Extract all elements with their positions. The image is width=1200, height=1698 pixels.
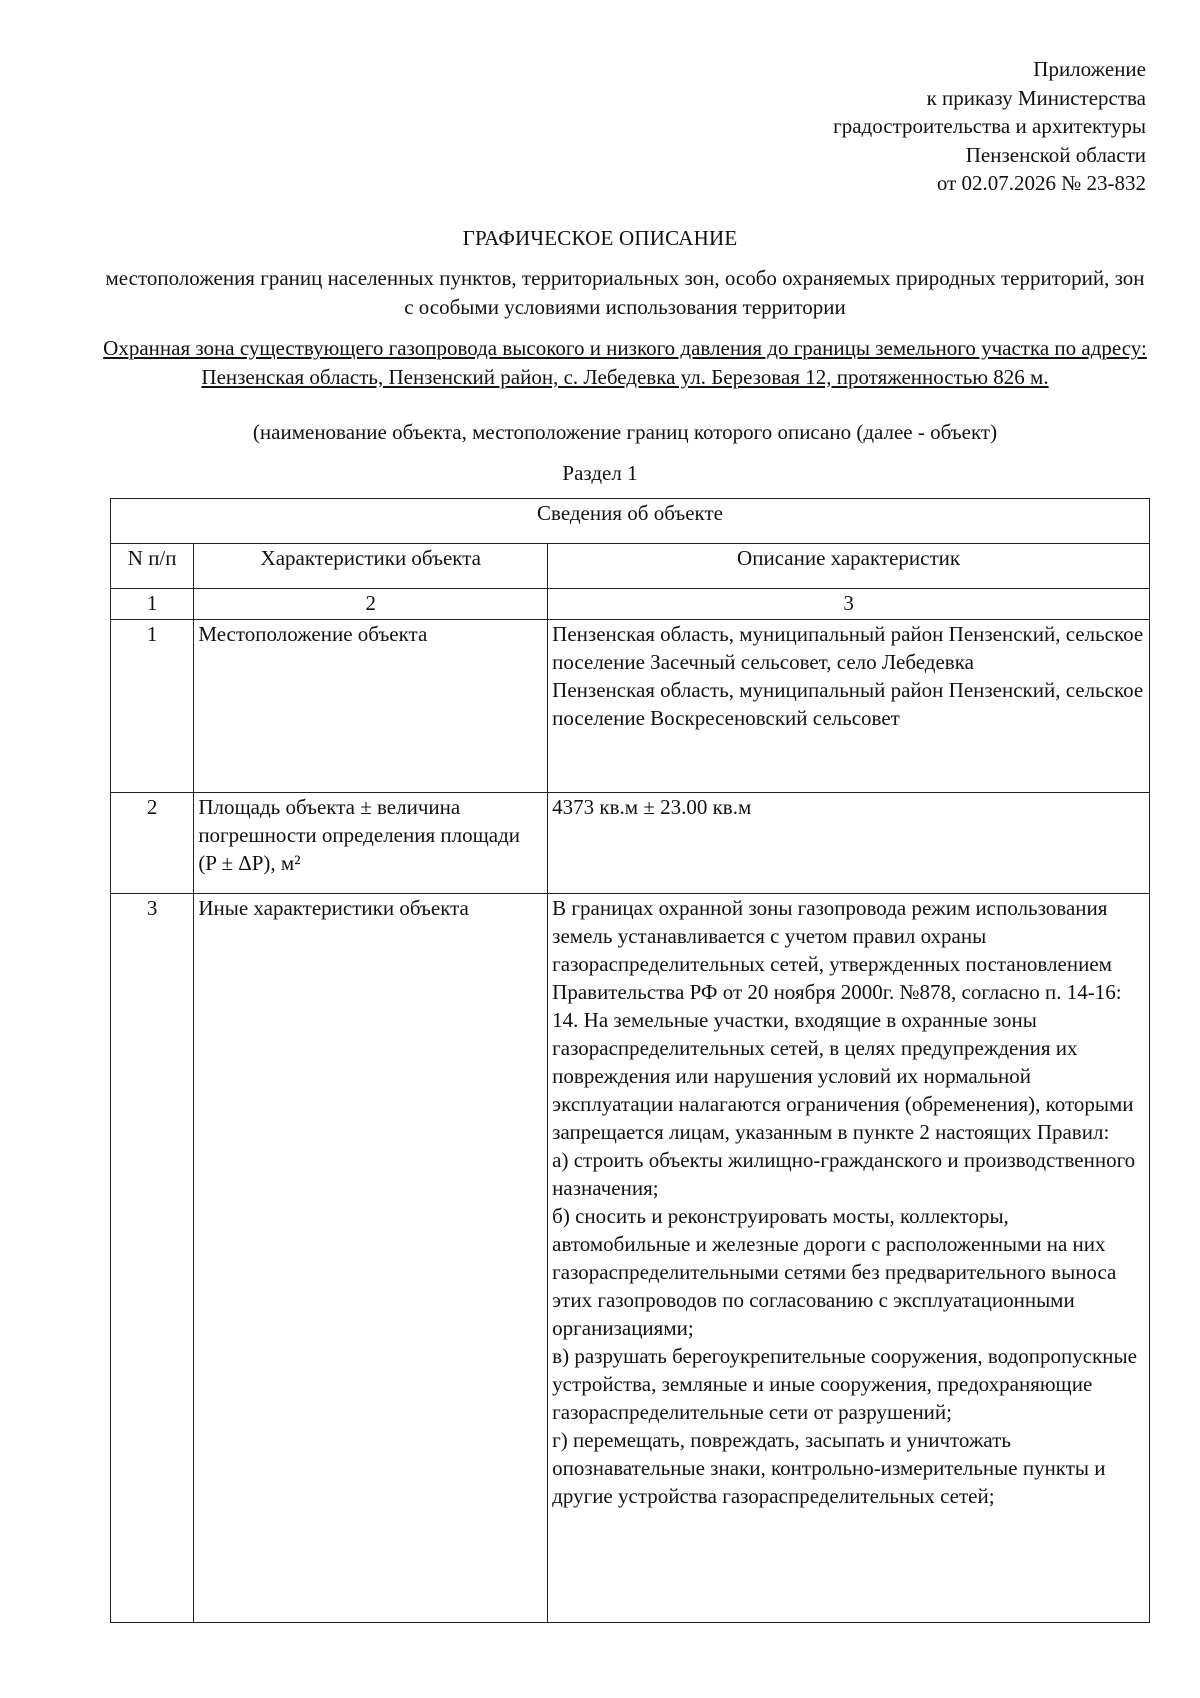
approval-block: [833, 55, 1146, 198]
row-characteristic: Иные характеристики объекта: [194, 894, 548, 1623]
column-number: 2: [194, 589, 548, 620]
description-paragraph: Пензенская область, муниципальный район Пензенский, сельское поселение Засечный сельсовет, село Лебедевка: [552, 622, 1144, 674]
column-number: 1: [111, 589, 194, 620]
approval-line: Приложение: [1033, 57, 1146, 81]
description-paragraph: в) разрушать берегоукрепительные сооружения, водопропускные устройства, земляные и иные сооружения, предохраняющие газораспределительные сети от разрушений;: [552, 1344, 1137, 1424]
table-caption: Сведения об объекте: [111, 499, 1150, 544]
row-description: [548, 793, 1150, 894]
row-number: 1: [111, 620, 194, 793]
header-description: Описание характеристик: [548, 544, 1150, 589]
column-number: 3: [548, 589, 1150, 620]
description-paragraph: В границах охранной зоны газопровода режим использования земель устанавливается с учетом правил охраны газораспределительных сетей, утвержденных постановлением Правительства РФ от 20 ноября 2000г. №878, согласно п. 14-16:: [552, 896, 1122, 1004]
document-title: ГРАФИЧЕСКОЕ ОПИСАНИЕ: [462, 226, 738, 250]
description-paragraph: 14. На земельные участки, входящие в охранные зоны газораспределительных сетей, в целях предупреждения их повреждения или нарушения условий их нормальной эксплуатации налагаются ограничения (обременения), которыми запрещается лицам, указанным в пункте 2 настоящих Правил:: [552, 1008, 1134, 1144]
table-row: [111, 620, 1150, 793]
header-characteristic: Характеристики объекта: [194, 544, 548, 589]
object-name-text: Охранная зона существующего газопровода высокого и низкого давления до границы земельного участка по адресу: Пензенская область, Пензенский район, с. Лебедевка ул. Березовая 12, протяженностью 826 м.: [103, 336, 1147, 389]
object-info-table: [110, 498, 1150, 1623]
object-name: [100, 334, 1150, 391]
header-number: N п/п: [111, 544, 194, 589]
document-subtitle: местоположения границ населенных пунктов, территориальных зон, особо охраняемых природных территорий, зон с особыми условиями использования территории: [105, 266, 1145, 319]
description-paragraph: Пензенская область, муниципальный район Пензенский, сельское поселение Воскресеновский сельсовет: [552, 678, 1144, 730]
column-number-row: [111, 589, 1150, 620]
description-paragraph: б) сносить и реконструировать мосты, коллекторы, автомобильные и железные дороги с расположенными на них газораспределительными сетями без предварительного выноса этих газопроводов по согласованию с эксплуатационными организациями;: [552, 1204, 1117, 1340]
approval-line: Пензенской области: [965, 142, 1146, 167]
row-number: 3: [111, 894, 194, 1623]
row-number: 2: [111, 793, 194, 894]
row-description: [548, 894, 1150, 1623]
table-row: [111, 793, 1150, 894]
description-paragraph: а) строить объекты жилищно-гражданского и производственного назначения;: [552, 1148, 1136, 1200]
section-title: Раздел 1: [562, 461, 638, 485]
table-header-row: [111, 544, 1150, 589]
approval-line: к приказу Министерства: [926, 85, 1146, 110]
table-row: [111, 894, 1150, 1623]
row-characteristic: Местоположение объекта: [194, 620, 548, 793]
description-paragraph: 4373 кв.м ± 23.00 кв.м: [552, 795, 752, 819]
row-description: [548, 620, 1150, 793]
approval-line: от 02.07.2026 № 23-832: [936, 171, 1146, 195]
table-caption-row: [111, 499, 1150, 544]
description-paragraph: г) перемещать, повреждать, засыпать и уничтожать опознавательные знаки, контрольно-измерительные пункты и другие устройства газораспределительных сетей;: [552, 1428, 1106, 1508]
approval-line: градостроительства и архитектуры: [833, 114, 1146, 138]
object-caption: (наименование объекта, местоположение границ которого описано (далее - объект): [252, 420, 998, 444]
row-characteristic: Площадь объекта ± величина погрешности определения площади (P ± ΔP), м²: [194, 793, 548, 894]
